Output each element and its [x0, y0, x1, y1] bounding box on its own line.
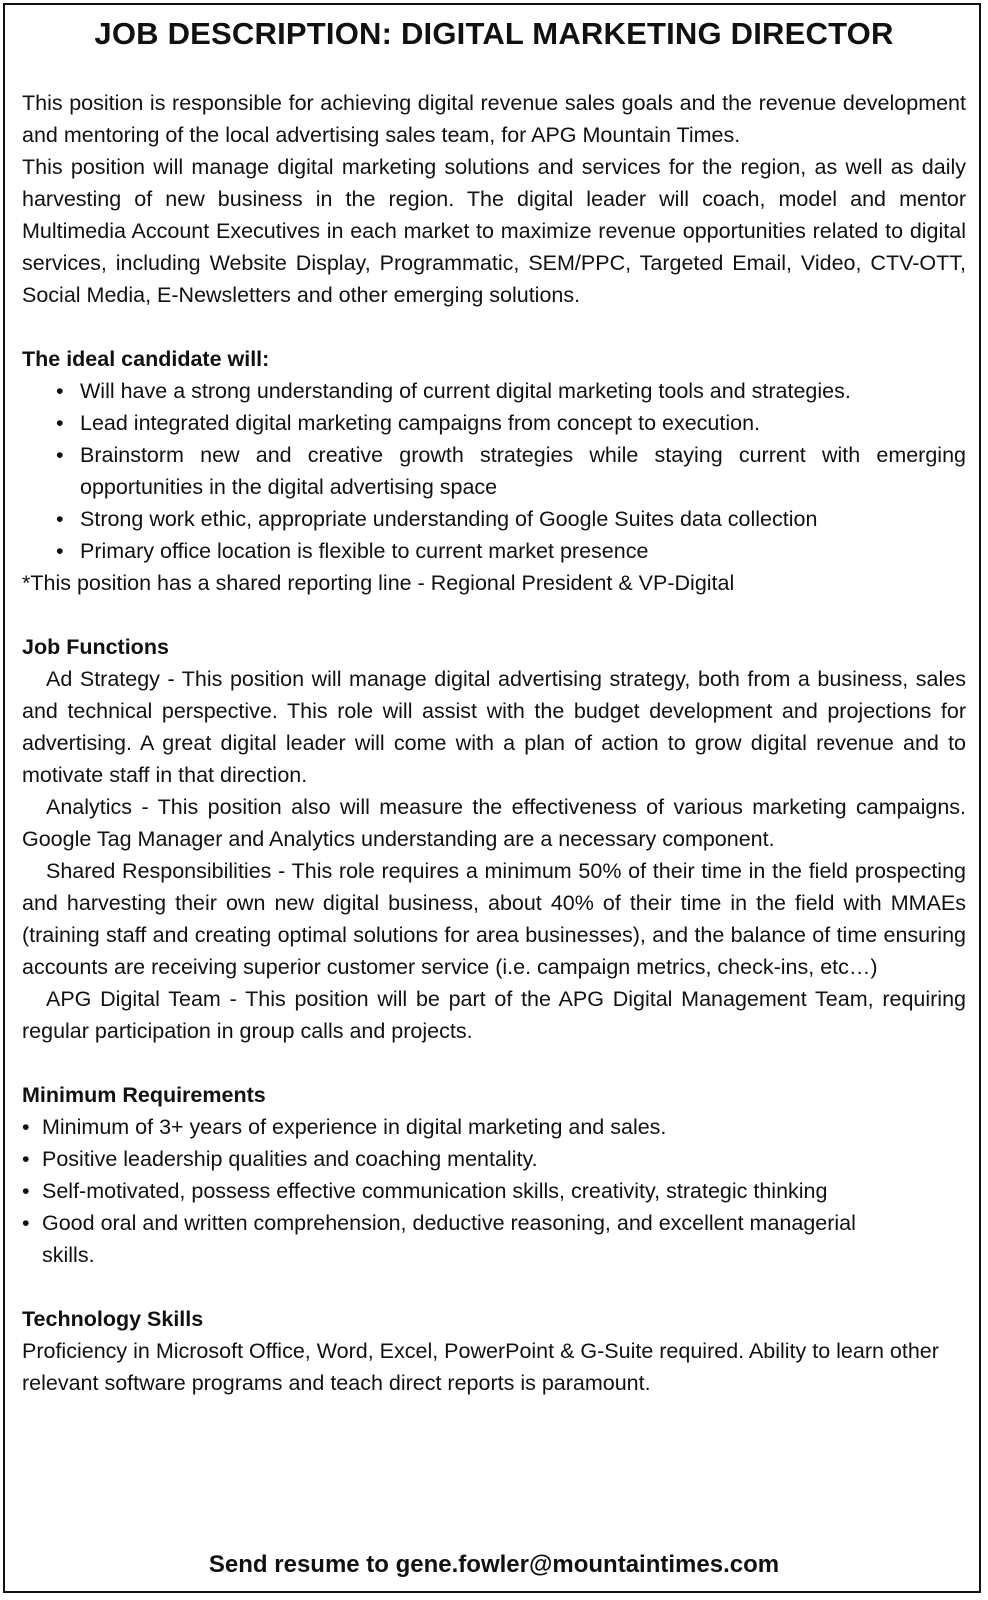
list-item: • Positive leadership qualities and coaching mentality.: [42, 1143, 966, 1175]
ideal-candidate-heading: The ideal candidate will:: [22, 347, 270, 371]
technology-paragraph: Proficiency in Microsoft Office, Word, Excel, PowerPoint & G-Suite required. Ability to learn other relevant software programs and teach direct reports is paramount.: [22, 1339, 939, 1395]
list-item: • Good oral and written comprehension, deductive reasoning, and excellent managerial skills.: [42, 1207, 966, 1271]
list-item: • Self-motivated, possess effective communication skills, creativity, strategic thinking: [42, 1175, 966, 1207]
list-item: • Will have a strong understanding of current digital marketing tools and strategies.: [80, 375, 966, 407]
list-item: • Brainstorm new and creative growth strategies while staying current with emerging opportunities in the digital advertising space: [80, 439, 966, 503]
list-item: • Primary office location is flexible to current market presence: [80, 535, 966, 567]
function-paragraph: Shared Responsibilities - This role requires a minimum 50% of their time in the field prospecting and harvesting their own new digital business, about 40% of their time in the field with MMAEs (training staff and creating optimal solutions for area businesses), and the balance of time ensuring accounts are receiving superior customer service (i.e. campaign metrics, check-ins, etc…): [22, 859, 966, 979]
intro-paragraph: This position is responsible for achieving digital revenue sales goals and the revenue development and mentoring of the local advertising sales team, for APG Mountain Times.: [22, 91, 966, 147]
ideal-candidate-list: [22, 375, 966, 567]
list-item: • Lead integrated digital marketing campaigns from concept to execution.: [80, 407, 966, 439]
job-description-body: [22, 87, 966, 1399]
list-item: • Strong work ethic, appropriate understanding of Google Suites data collection: [80, 503, 966, 535]
requirements-list: [22, 1111, 966, 1271]
reporting-note: *This position has a shared reporting line - Regional President & VP-Digital: [22, 571, 735, 595]
function-paragraph: Analytics - This position also will measure the effectiveness of various marketing campaigns. Google Tag Manager and Analytics understanding are a necessary component.: [22, 795, 966, 851]
send-resume-line: Send resume to gene.fowler@mountaintimes.com: [208, 1551, 780, 1578]
job-functions-heading: Job Functions: [22, 635, 169, 659]
function-paragraph: APG Digital Team - This position will be part of the APG Digital Management Team, requiring regular participation in group calls and projects.: [22, 987, 966, 1043]
list-item: • Minimum of 3+ years of experience in digital marketing and sales.: [42, 1111, 966, 1143]
requirements-heading: Minimum Requirements: [22, 1083, 266, 1107]
page-title: JOB DESCRIPTION: DIGITAL MARKETING DIRECTOR: [94, 16, 894, 51]
technology-heading: Technology Skills: [22, 1307, 204, 1331]
function-paragraph: Ad Strategy - This position will manage digital advertising strategy, both from a business, sales and technical perspective. This role will assist with the budget development and projections for advertising. A great digital leader will come with a plan of action to grow digital revenue and to motivate staff in that direction.: [22, 667, 966, 787]
intro-paragraph: This position will manage digital marketing solutions and services for the region, as well as daily harvesting of new business in the region. The digital leader will coach, model and mentor Multimedia Account Executives in each market to maximize revenue opportunities related to digital services, including Website Display, Programmatic, SEM/PPC, Targeted Email, Video, CTV-OTT, Social Media, E-Newsletters and other emerging solutions.: [22, 155, 966, 307]
